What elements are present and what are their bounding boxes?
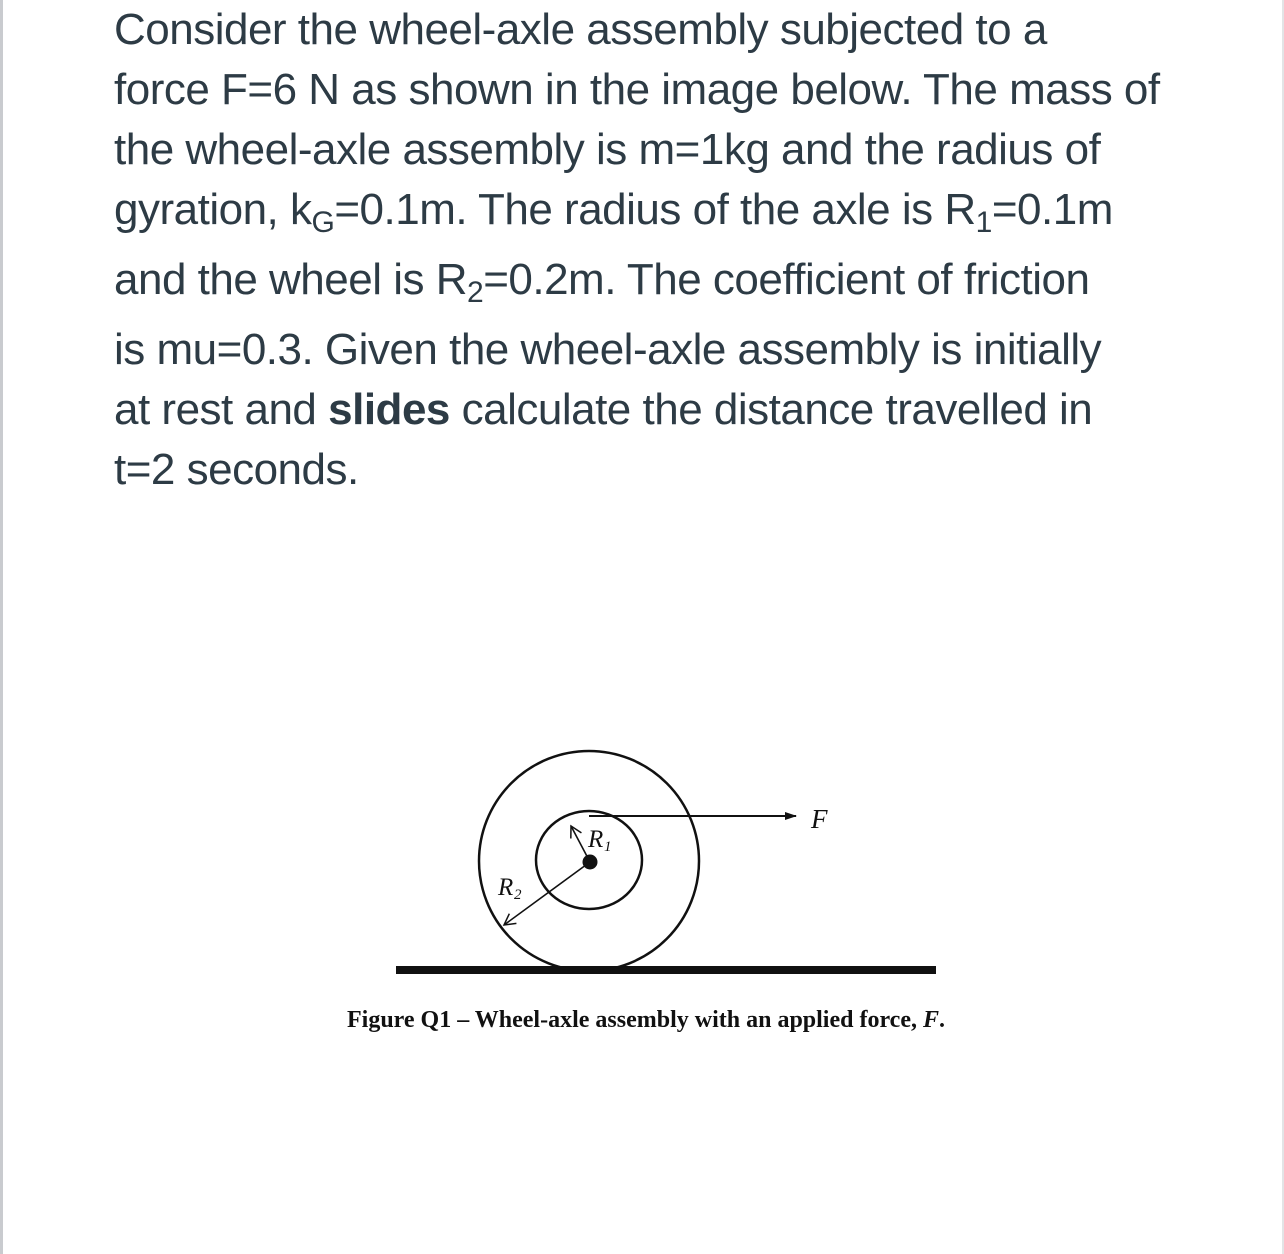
r1-label: R	[588, 826, 604, 853]
problem-line-1-text: Consider the wheel-axle assembly subjected to a	[114, 5, 1047, 54]
problem-line-3-text: the wheel-axle assembly is m=1kg and the radius of	[114, 125, 1101, 174]
problem-line-2-text: force F=6 N as shown in the image below. The mass of	[114, 65, 1160, 114]
problem-line-5-part-a: and the wheel is R	[114, 255, 467, 304]
problem-line-6-text: is mu=0.3. Given the wheel-axle assembly is initially	[114, 325, 1102, 374]
subscript-2: 2	[467, 276, 484, 309]
problem-line-5-part-b: =0.2m. The coefficient of friction	[483, 255, 1090, 304]
problem-line-8-text: t=2 seconds.	[114, 445, 359, 494]
force-label: F	[811, 804, 828, 834]
figure-caption	[347, 1007, 945, 1034]
caption-text: Figure Q1 – Wheel-axle assembly with an applied force,	[347, 1007, 923, 1033]
problem-line-4-part-a: gyration, k	[114, 185, 312, 234]
problem-line-4-part-c: =0.1m	[991, 185, 1113, 234]
subscript-g: G	[311, 206, 335, 239]
problem-line-7-part-b: calculate the distance travelled in	[449, 385, 1093, 434]
subscript-1: 1	[975, 206, 992, 239]
problem-line-7-part-a: at rest and	[114, 385, 329, 434]
emphasis-slides: slides	[328, 385, 450, 434]
problem-line-4-part-b: =0.1m. The radius of the axle is R	[334, 185, 976, 234]
caption-force-symbol: F	[923, 1007, 940, 1033]
r2-subscript: 2	[514, 887, 522, 903]
r2-label: R	[498, 874, 514, 901]
caption-period: .	[939, 1007, 946, 1033]
r1-subscript: 1	[604, 839, 612, 855]
